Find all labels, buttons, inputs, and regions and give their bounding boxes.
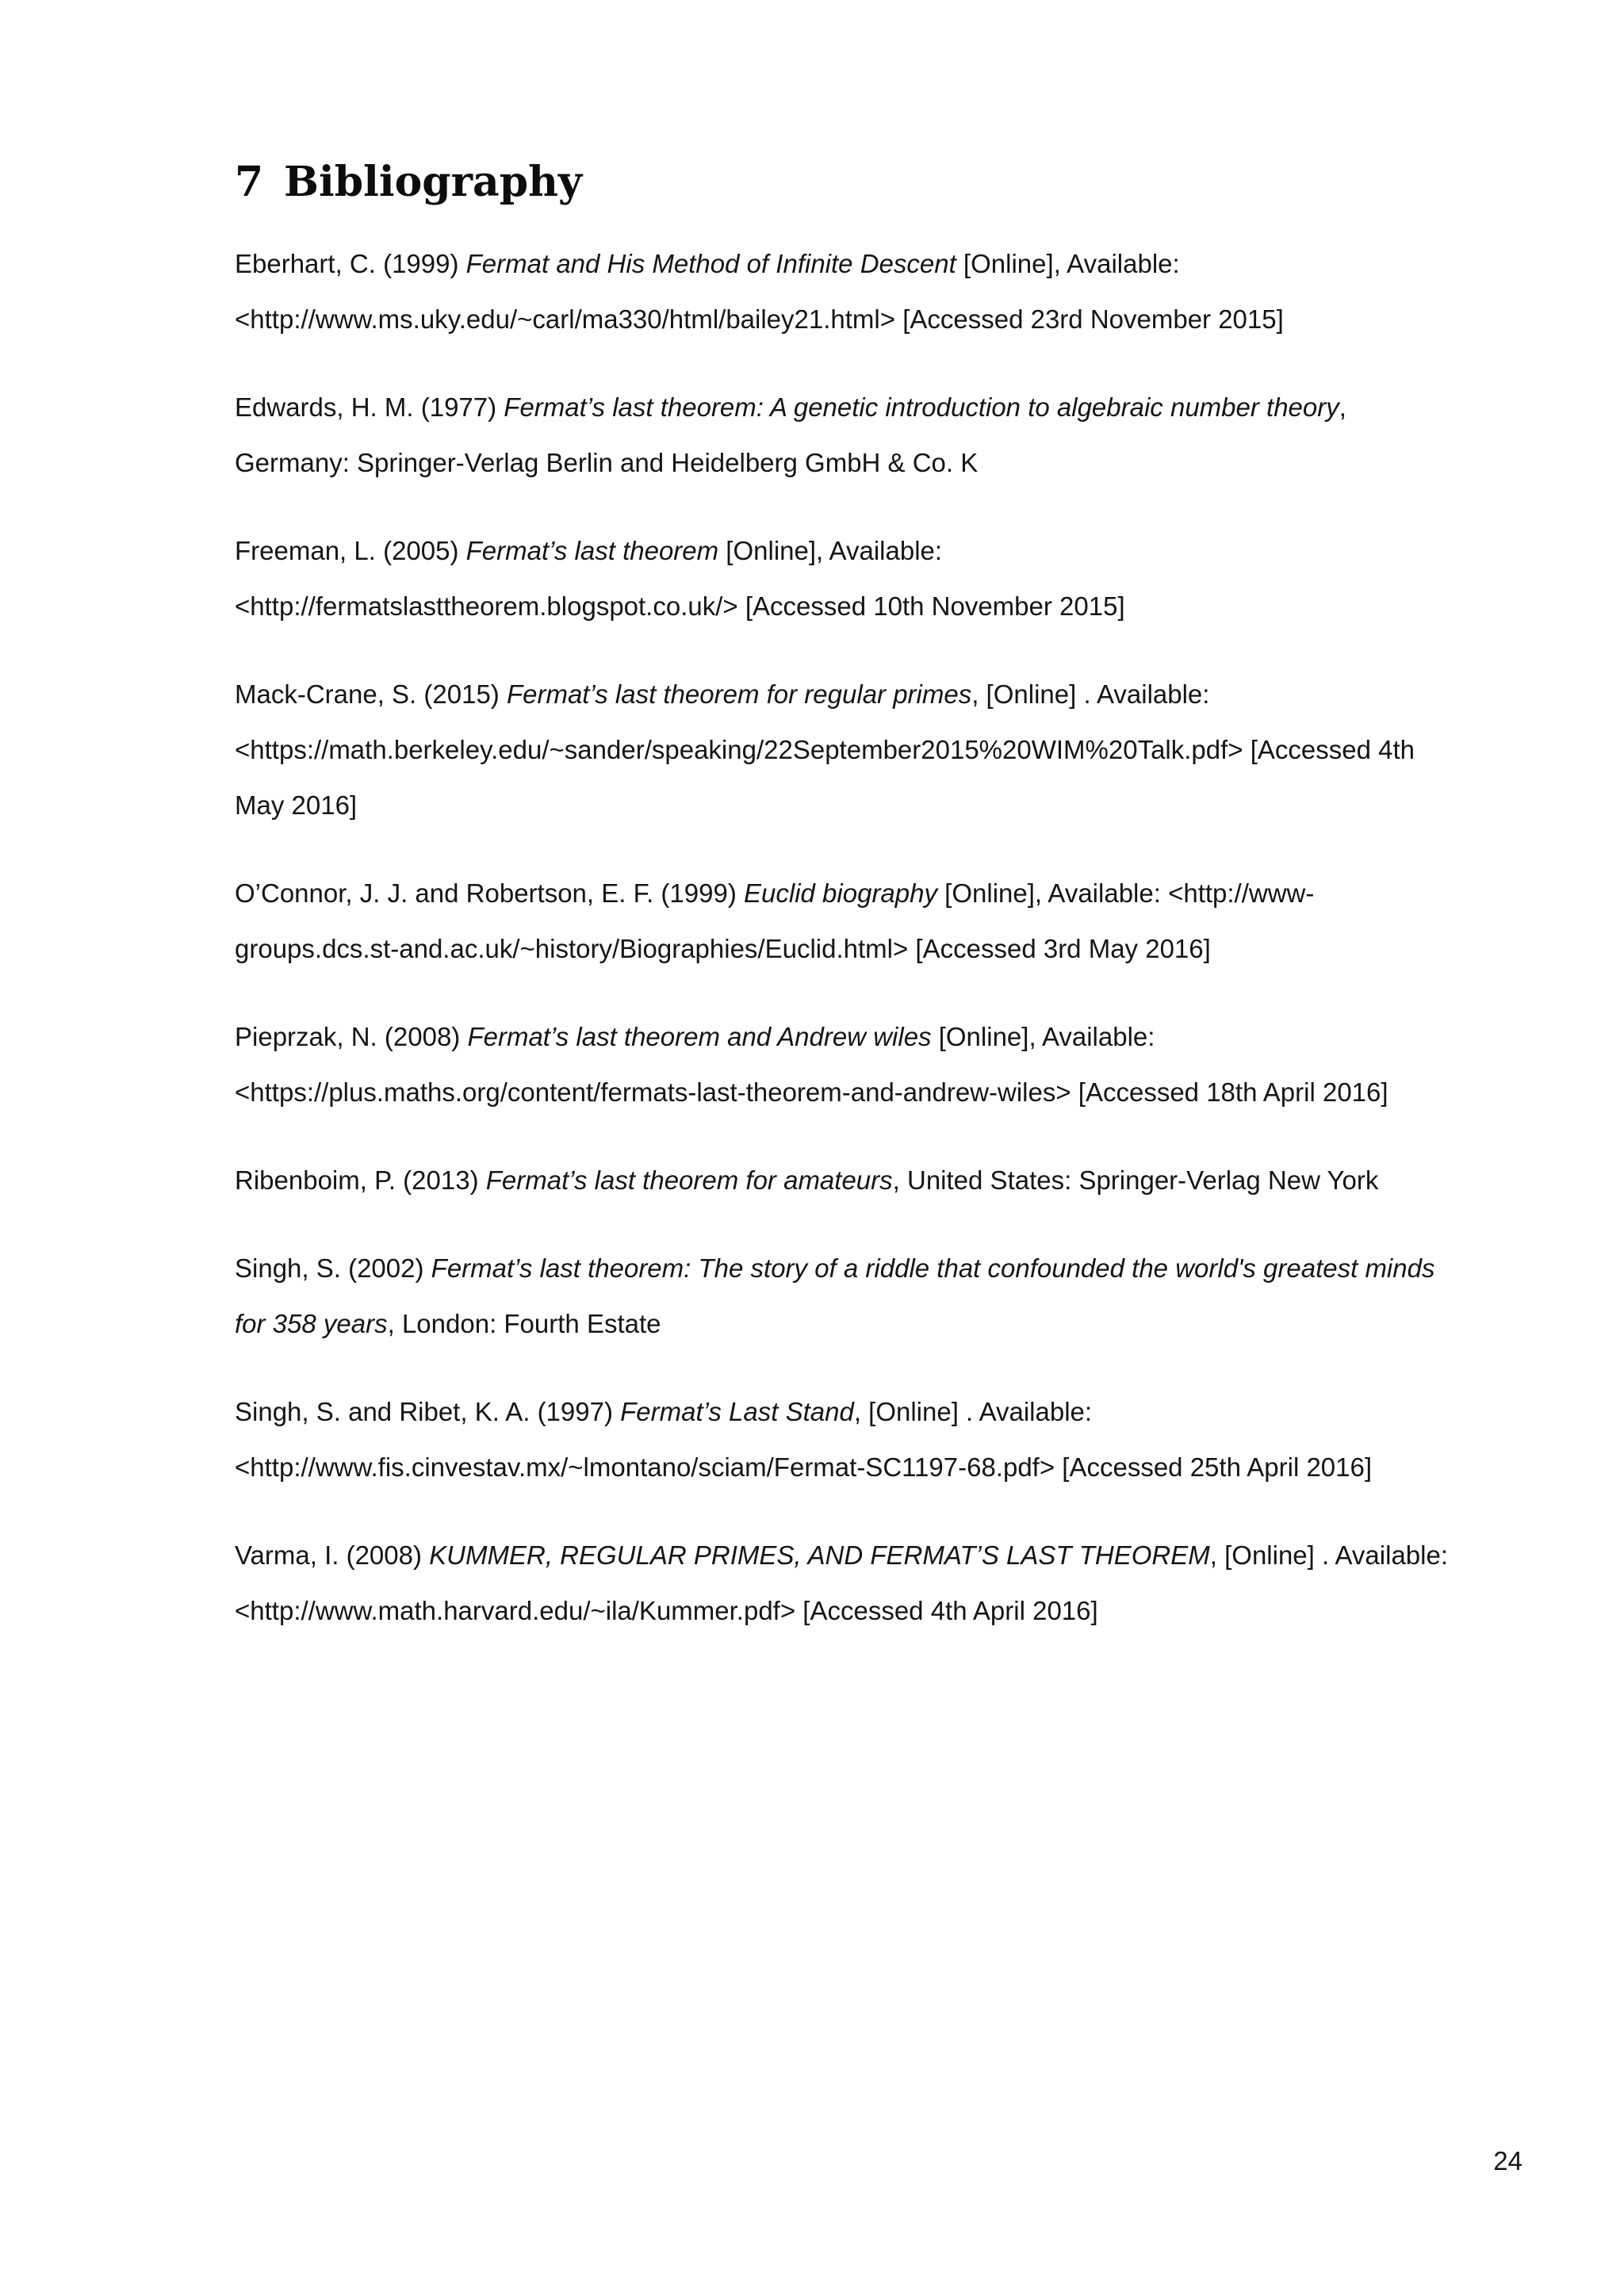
- entry-line: [235, 435, 1519, 491]
- entry-title-text: Fermat’s last theorem and Andrew wiles: [467, 1022, 932, 1051]
- entry-line: [235, 1583, 1519, 1639]
- bibliography-entry: [235, 236, 1519, 347]
- entry-text: , United States: Springer-Verlag New York: [892, 1165, 1379, 1195]
- entry-line: [235, 1296, 1519, 1352]
- entry-title-text: Fermat’s Last Stand: [620, 1397, 854, 1426]
- entry-line: [235, 1384, 1519, 1440]
- entry-text: , [Online] . Available:: [1209, 1540, 1449, 1570]
- entry-line: [235, 866, 1519, 921]
- entry-text: Singh, S. (2002): [235, 1253, 431, 1283]
- entry-line: [235, 523, 1519, 579]
- entry-text: , London: Fourth Estate: [387, 1309, 661, 1338]
- entry-title-text: Fermat’s last theorem: The story of a riddle that confounded the world's greatest minds: [431, 1253, 1435, 1283]
- entry-title-text: for 358 years: [235, 1309, 388, 1338]
- entry-line: [235, 1528, 1519, 1583]
- bibliography-entry: [235, 523, 1519, 634]
- entry-line: [235, 1065, 1519, 1120]
- entry-text: Singh, S. and Ribet, K. A. (1997): [235, 1397, 621, 1426]
- bibliography-entry: [235, 1153, 1519, 1208]
- entry-text: [Online], Available: <http://www-: [937, 878, 1315, 908]
- section-number: 7: [235, 158, 264, 206]
- entry-text: <http://fermatslasttheorem.blogspot.co.uk/> [Accessed 10th November 2015]: [235, 591, 1125, 621]
- entry-line: [235, 1440, 1519, 1495]
- entry-line: [235, 1009, 1519, 1065]
- entry-text: [Online], Available:: [718, 536, 943, 565]
- entry-text: <http://www.fis.cinvestav.mx/~lmontano/sciam/Fermat-SC1197-68.pdf> [Accessed 25th April 2016]: [235, 1452, 1373, 1482]
- entry-text: , [Online] . Available:: [971, 679, 1210, 709]
- entry-line: [235, 1241, 1519, 1296]
- entry-text: Ribenboim, P. (2013): [235, 1165, 486, 1195]
- entry-title-text: Euclid biography: [744, 878, 937, 908]
- entry-text: Eberhart, C. (1999): [235, 249, 466, 278]
- entry-line: [235, 778, 1519, 833]
- bibliography-entry: [235, 866, 1519, 977]
- entry-line: [235, 1153, 1519, 1208]
- bibliography-entry: [235, 1528, 1519, 1639]
- entry-text: [Online], Available:: [956, 249, 1180, 278]
- entry-text: [Online], Available:: [931, 1022, 1155, 1051]
- page-number: 24: [1493, 2146, 1522, 2175]
- entry-title-text: Fermat’s last theorem: [465, 536, 719, 565]
- entry-line: [235, 236, 1519, 292]
- entry-title-text: Fermat’s last theorem for regular primes: [506, 679, 972, 709]
- entry-title-text: Fermat’s last theorem for amateurs: [485, 1165, 893, 1195]
- entry-line: [235, 380, 1519, 435]
- bibliography-entry: [235, 1009, 1519, 1120]
- entry-text: Freeman, L. (2005): [235, 536, 466, 565]
- entry-title-text: Fermat and His Method of Infinite Descent: [465, 249, 956, 278]
- entry-line: [235, 292, 1519, 347]
- entry-text: <https://math.berkeley.edu/~sander/speaking/22September2015%20WIM%20Talk.pdf> [Accessed 4th: [235, 735, 1415, 764]
- bibliography-list: [235, 236, 1519, 1671]
- entry-text: Pieprzak, N. (2008): [235, 1022, 468, 1051]
- entry-text: May 2016]: [235, 790, 358, 820]
- bibliography-entry: [235, 667, 1519, 833]
- entry-title-text: Fermat’s last theorem: A genetic introduction to algebraic number theory: [504, 392, 1339, 422]
- section-heading: [235, 151, 582, 214]
- entry-line: [235, 722, 1519, 778]
- entry-text: Edwards, H. M. (1977): [235, 392, 504, 422]
- entry-line: [235, 667, 1519, 722]
- entry-text: groups.dcs.st-and.ac.uk/~history/Biographies/Euclid.html> [Accessed 3rd May 2016]: [235, 934, 1211, 963]
- bibliography-entry: [235, 1384, 1519, 1495]
- entry-text: Germany: Springer-Verlag Berlin and Heidelberg GmbH & Co. K: [235, 448, 979, 477]
- entry-text: O’Connor, J. J. and Robertson, E. F. (1999): [235, 878, 744, 908]
- entry-text: <https://plus.maths.org/content/fermats-last-theorem-and-andrew-wiles> [Accessed 18th April 2016]: [235, 1077, 1388, 1107]
- entry-line: [235, 921, 1519, 977]
- entry-text: Mack-Crane, S. (2015): [235, 679, 507, 709]
- entry-text: <http://www.math.harvard.edu/~ila/Kummer.pdf> [Accessed 4th April 2016]: [235, 1596, 1098, 1625]
- entry-text: ,: [1339, 392, 1346, 422]
- entry-text: Varma, I. (2008): [235, 1540, 430, 1570]
- bibliography-entry: [235, 1241, 1519, 1352]
- section-title: Bibliography: [284, 158, 583, 206]
- entry-text: <http://www.ms.uky.edu/~carl/ma330/html/bailey21.html> [Accessed 23rd November 2015]: [235, 304, 1284, 334]
- entry-title-text: KUMMER, REGULAR PRIMES, AND FERMAT’S LAST THEOREM: [429, 1540, 1210, 1570]
- bibliography-entry: [235, 380, 1519, 491]
- entry-line: [235, 579, 1519, 634]
- entry-text: , [Online] . Available:: [853, 1397, 1093, 1426]
